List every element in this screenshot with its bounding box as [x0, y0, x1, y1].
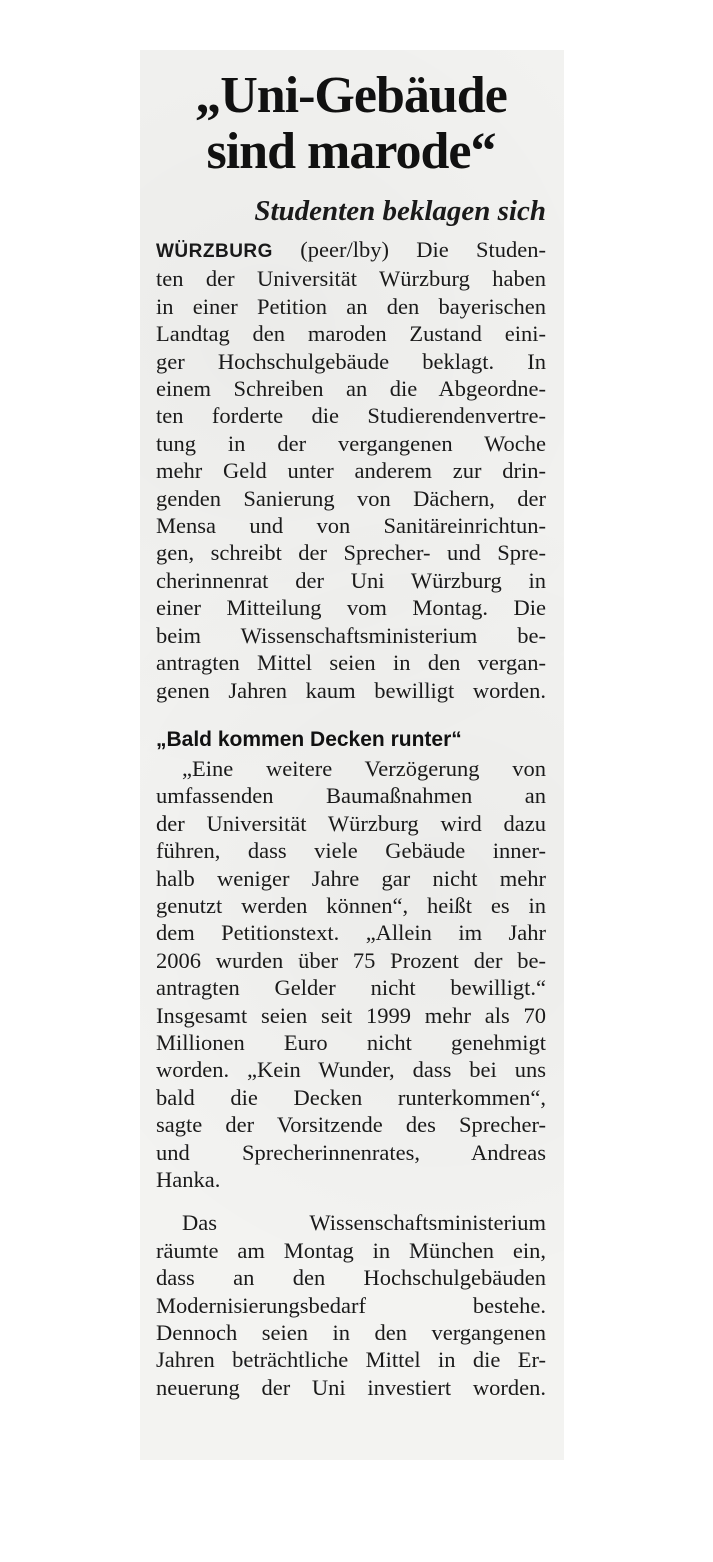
paragraph-line: sagte der Vorsitzende des Sprecher-	[156, 1112, 546, 1138]
paragraph-line: Landtag den maroden Zustand eini-	[156, 321, 546, 347]
paragraph-line: Mensa und von Sanitäreinrichtun-	[156, 513, 546, 539]
paragraph-line: cherinnenrat der Uni Würzburg in	[156, 567, 546, 593]
paragraph-line: einem Schreiben an die Abgeordne-	[156, 376, 546, 402]
paragraph-gap	[156, 1193, 546, 1209]
paragraph-line: Hanka.	[156, 1167, 221, 1192]
paragraph-line: ten der Universität Würzburg haben	[156, 266, 546, 292]
paragraph-line: ger Hochschulgebäude beklagt. In	[156, 348, 546, 374]
paragraph-line: bald die Decken runterkommen“,	[156, 1084, 546, 1110]
line-text: Die Studen-	[416, 237, 547, 262]
paragraph-line: 2006 wurden über 75 Prozent der be-	[156, 947, 546, 973]
paragraph-line: einer Mitteilung vom Montag. Die	[156, 595, 546, 621]
source-credit: (peer/lby)	[300, 237, 389, 262]
paragraph-1	[156, 236, 546, 704]
paragraph-line: beim Wissenschaftsministerium be-	[156, 622, 546, 648]
paragraph-line: tung in der vergangenen Woche	[156, 430, 546, 456]
paragraph-line: „Eine weitere Verzögerung von	[182, 755, 546, 781]
paragraph-line: Modernisierungsbedarf bestehe.	[156, 1292, 546, 1318]
paragraph-line: antragten Mittel seien in den vergan-	[156, 650, 546, 676]
article-subheadline: Studenten beklagen sich	[254, 195, 546, 227]
paragraph-2	[156, 755, 546, 1194]
paragraph-line: Millionen Euro nicht genehmigt	[156, 1029, 546, 1055]
article-intertitle: „Bald kommen Decken runter“	[156, 727, 462, 751]
paragraph-line: worden. „Kein Wunder, dass bei uns	[156, 1057, 546, 1083]
paragraph-line: in einer Petition an den bayerischen	[156, 293, 546, 319]
paragraph-line: und Sprecherinnenrates, Andreas	[156, 1139, 546, 1165]
paragraph-line: genen Jahren kaum bewilligt worden.	[156, 677, 546, 703]
paragraph-line: Jahren beträchtliche Mittel in die Er-	[156, 1347, 546, 1373]
paragraph-line: Insgesamt seien seit 1999 mehr als 70	[156, 1002, 546, 1028]
paragraph-line: räumte am Montag in München ein,	[156, 1237, 546, 1263]
paragraph-line: halb weniger Jahre gar nicht mehr	[156, 865, 546, 891]
newspaper-article	[156, 68, 546, 1401]
paragraph-3	[156, 1209, 546, 1401]
paragraph-line: dem Petitionstext. „Allein im Jahr	[156, 920, 546, 946]
paragraph-line: Dennoch seien in den vergangenen	[156, 1320, 546, 1346]
paragraph-line	[156, 236, 546, 265]
paragraph-line: der Universität Würzburg wird dazu	[156, 810, 546, 836]
paragraph-line: gen, schreibt der Sprecher- und Spre-	[156, 540, 546, 566]
paragraph-line: neuerung der Uni investiert worden.	[156, 1374, 546, 1400]
headline-line: „Uni-Gebäude	[195, 67, 507, 124]
paragraph-line: genutzt werden können“, heißt es in	[156, 892, 546, 918]
headline-line: sind marode“	[206, 123, 496, 180]
paragraph-line: antragten Gelder nicht bewilligt.“	[156, 975, 546, 1001]
paragraph-line: genden Sanierung von Dächern, der	[156, 485, 546, 511]
dateline: WÜRZBURG	[156, 241, 273, 262]
paragraph-line: ten forderte die Studierendenvertre-	[156, 403, 546, 429]
paragraph-line: führen, dass viele Gebäude inner-	[156, 838, 546, 864]
paragraph-line: umfassenden Baumaßnahmen an	[156, 783, 546, 809]
article-headline	[156, 68, 546, 180]
paragraph-line: mehr Geld unter anderem zur drin-	[156, 458, 546, 484]
paragraph-line: dass an den Hochschulgebäuden	[156, 1265, 546, 1291]
paragraph-line: Das Wissenschaftsministerium	[182, 1210, 546, 1236]
